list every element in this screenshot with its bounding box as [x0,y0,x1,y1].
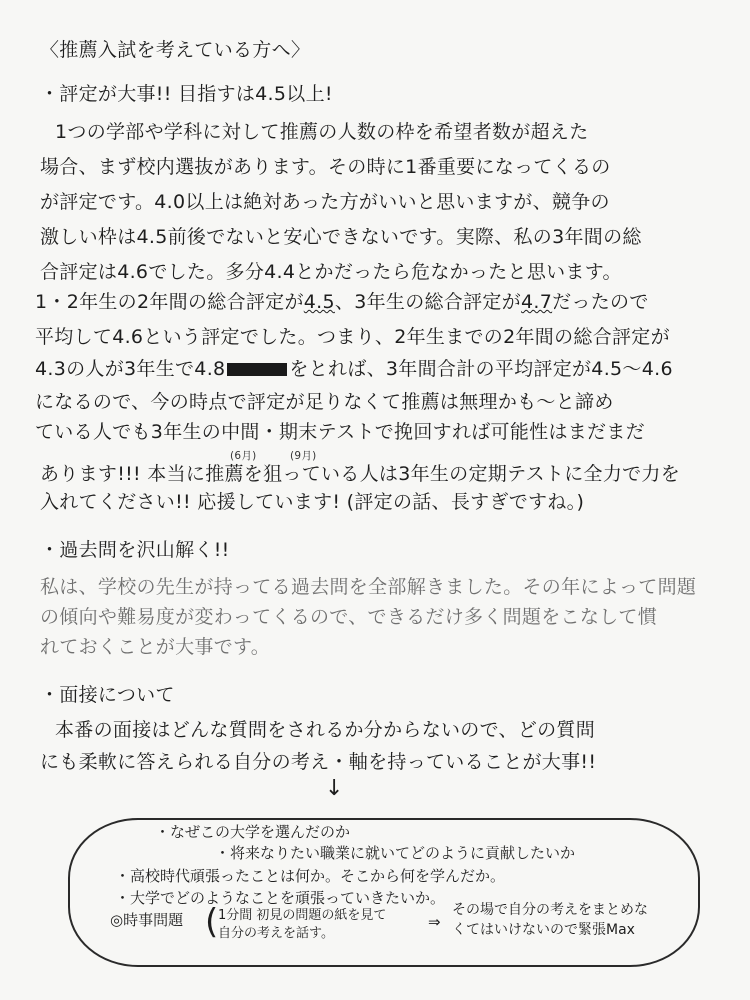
hyotei-line-1: 1つの学部や学科に対して推薦の人数の枠を希望者数が超えた [55,121,589,143]
current-affairs-detail-1: 1分間 初見の問題の紙を見て [218,908,387,923]
hyotei-line-8 [35,357,673,381]
hyotei-line-4: 激しい枠は4.5前後でないと安心できないです。実際、私の3年間の総 [40,226,642,248]
kakomon-line-1: 私は、学校の先生が持ってる過去問を全部解きました。その年によって問題 [40,576,697,598]
redaction-mark [227,363,287,376]
grade-value-third-year: 4.7 [521,291,553,313]
hyotei-line-2: 場合、まず校内選抜があります。その時に1番重要になってくるの [40,156,611,178]
annotation-june: (6月) [230,450,257,462]
hyotei-line-10 [35,420,645,444]
hyotei-line-9: になるので、今の時点で評定が足りなくて推薦は無理かも〜と諦め [35,391,614,413]
section-heading-kakomon: ・過去問を沢山解く!! [40,539,230,561]
midterm-label: 中間 [221,421,260,443]
hyotei-line-3: が評定です。4.0以上は絶対あった方がいいと思いますが、競争の [40,191,610,213]
down-arrow-icon: ↓ [325,776,344,801]
mensetsu-line-2: にも柔軟に答えられる自分の考え・軸を持っていることが大事!! [40,751,597,773]
final-label: ・期末 [259,421,318,443]
right-arrow-icon: ⇒ [428,913,441,931]
annotation-september: (9月) [290,450,317,462]
hyotei-line-6-c: だったので [552,291,649,313]
current-affairs-note-2: くてはいけないので緊張Max [452,922,635,938]
kakomon-line-2: の傾向や難易度が変わってくるので、できるだけ多く問題をこなして慣 [40,606,658,628]
interview-question-4: ・大学でどのようなことを頑張っていきたいか。 [115,889,446,907]
hyotei-line-8-a: 4.3の人が3年生で4.8 [35,358,226,380]
current-affairs-note-1: その場で自分の考えをまとめな [452,902,648,918]
mensetsu-line-1: 本番の面接はどんな質問をされるか分からないので、どの質問 [55,719,596,741]
grade-value-first-two-years: 4.5 [303,291,335,313]
kakomon-line-3: れておくことが大事です。 [40,636,271,658]
hyotei-line-5: 合評定は4.6でした。多分4.4とかだったら危なかったと思います。 [40,261,622,283]
hyotei-line-6 [35,290,649,314]
hyotei-line-10-a: ている人でも3年生の [35,421,222,443]
hyotei-line-11: あります!!! 本当に推薦を狙っている人は3年生の定期テストに全力で力を [40,463,681,485]
hyotei-line-7: 平均して4.6という評定でした。つまり、2年生までの2年間の総合評定が [35,326,670,348]
hyotei-line-6-b: 、3年生の総合評定が [334,291,521,313]
hyotei-line-12: 入れてください!! 応援しています! (評定の話、長すぎですね。) [40,491,585,513]
section-heading-mensetsu: ・面接について [40,684,175,706]
hyotei-line-10-d: テストで挽回すれば可能性はまだまだ [317,421,645,443]
current-affairs-detail-2: 自分の考えを話す。 [218,926,334,941]
section-heading-hyotei: ・評定が大事!! 目指すは4.5以上! [40,83,333,105]
interview-question-1: ・なぜこの大学を選んだのか [155,823,351,841]
interview-question-2: ・将来なりたい職業に就いてどのように貢献したいか [215,844,576,862]
hyotei-line-8-b: をとれば、3年間合計の平均評定が4.5〜4.6 [289,358,673,380]
interview-question-3: ・高校時代頑張ったことは何か。そこから何を学んだか。 [115,867,506,885]
hyotei-line-6-a: 1・2年生の2年間の総合評定が [35,291,304,313]
interview-question-5: ◎時事問題 [110,911,184,929]
bracket-icon: ( [205,902,219,942]
page-title: 〈推薦入試を考えている方へ〉 [40,39,311,61]
